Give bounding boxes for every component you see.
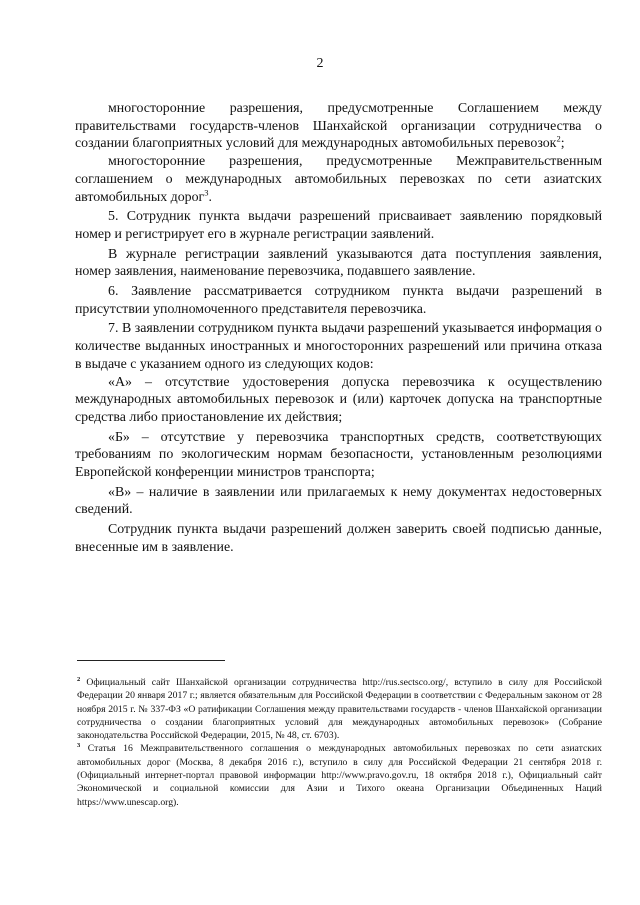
paragraph-signature: Сотрудник пункта выдачи разрешений должен заверить своей подписью данные, внесенные им в заявление. xyxy=(75,522,602,555)
paragraph-code-a: «А» – отсутствие удостоверения допуска перевозчика к осуществлению международных автомобильных перевозок и (или) карточек допуска на транспортные средства либо приостановление их действия; xyxy=(75,374,602,425)
paragraph-multilateral-sco: многосторонние разрешения, предусмотренные Соглашением между правительствами государств-членов Шанхайской организации сотрудничества о создании благоприятных условий для международных автомобильных перевозок$^2$; xyxy=(75,101,602,152)
footnote-2: $^2$ Официальный сайт Шанхайской организации сотрудничества http://rus.sectsco.org/, вступило в силу для Российской Федерации 20 января 2017 г.; является обязательным для Российской Федерации в соответствии с Федеральным законом от 28 ноября 2015 г. № 337-ФЗ «О ратификации Соглашения между правительствами государств - членов Шанхайской организации сотрудничества о создании благоприятных условий для международных автомобильных перевозок» (Собрание законодательства Российской Федерации, 2015, № 48, ст. 6703). xyxy=(77,675,602,742)
footnote-ref-2: 2 xyxy=(556,133,561,144)
footnote-3: $^3$ Статья 16 Межправительственного соглашения о международных автомобильных перевозках по сети азиатских автомобильных дорог (Москва, 8 декабря 2016 г.), вступило в силу для Российской Федерации 21 сентября 2018 г. (Официальный интернет-портал правовой информации http://www.pravo.gov.ru, 18 октября 2018 г.), Официальный сайт Экономической и социальной комиссии для Азии и Тихого океана Организации Объединенных Наций https://www.unescap.org). xyxy=(77,742,602,808)
paragraph-registration-journal: В журнале регистрации заявлений указываются дата поступления заявления, номер заявления, наименование перевозчика, подавшего заявление. xyxy=(75,246,602,280)
footnote-separator xyxy=(77,660,225,661)
paragraph-code-b: «Б» – отсутствие у перевозчика транспортных средств, соответствующих требованиям по экологическим нормам безопасности, установленным резолюциями Европейской конференции министров транспорта; xyxy=(75,429,602,481)
page-number: 2 xyxy=(316,56,324,71)
footnote-ref-3: 3 xyxy=(204,186,209,197)
paragraph-7-refusal-codes: 7. В заявлении сотрудником пункта выдачи разрешений указывается информация о количестве выданных иностранных и многосторонних разрешений или причина отказа в выдаче с указанием одного из следующих кодов: xyxy=(75,321,602,372)
paragraph-5-registration: 5. Сотрудник пункта выдачи разрешений присваивает заявлению порядковый номер и регистрирует его в журнале регистрации заявлений. xyxy=(75,209,602,242)
paragraph-multilateral-asian-highway: многосторонние разрешения, предусмотренные Межправительственным соглашением о международных автомобильных перевозках по сети азиатских автомобильных дорог$^3$. xyxy=(75,154,602,205)
paragraph-6-review: 6. Заявление рассматривается сотрудником пункта выдачи разрешений в присутствии уполномоченного представителя перевозчика. xyxy=(75,284,602,317)
paragraph-code-v: «В» – наличие в заявлении или прилагаемых к нему документах недостоверных сведений. xyxy=(75,484,602,518)
footnotes xyxy=(77,676,602,809)
document-body xyxy=(75,100,602,557)
